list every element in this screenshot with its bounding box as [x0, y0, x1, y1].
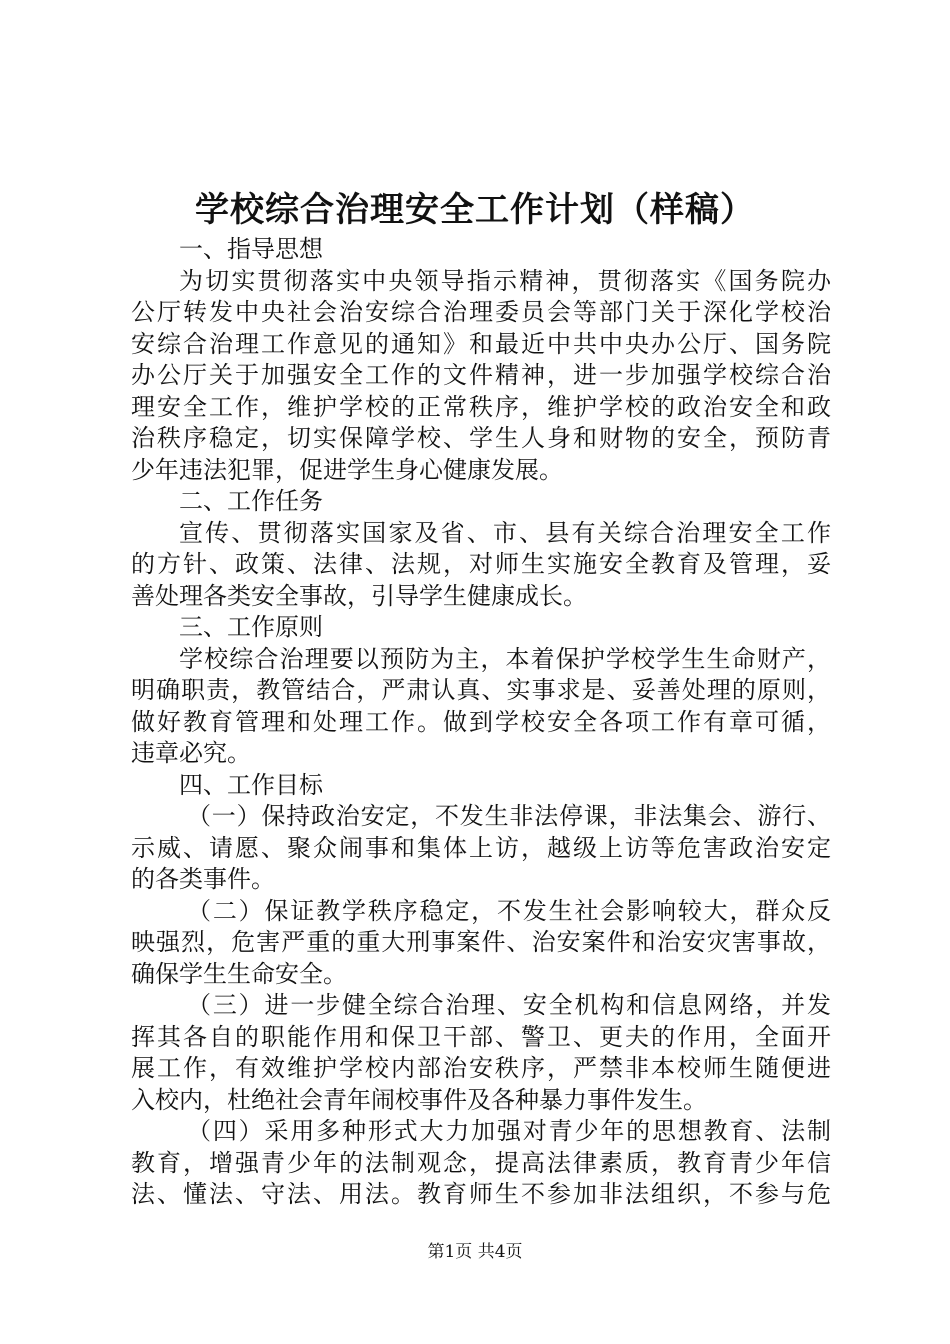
document-body: [131, 234, 831, 1211]
paragraph-last-line: 入校内，杜绝社会青年闹校事件及各种暴力事件发生。: [131, 1085, 707, 1114]
body-line: 展工作，有效维护学校内部治安秩序，严禁非本校师生随便进: [131, 1054, 831, 1082]
body-line: 挥其各自的职能作用和保卫干部、警卫、更夫的作用，全面开: [131, 1022, 831, 1051]
section-heading: 三、工作原则: [179, 613, 323, 641]
paragraph-last-line: 少年违法犯罪，促进学生身心健康发展。: [131, 455, 563, 484]
paragraph-last-line: 善处理各类安全事故，引导学生健康成长。: [131, 581, 587, 610]
body-line: 的方针、政策、法律、法规，对师生实施安全教育及管理，妥: [131, 550, 831, 578]
body-line: 治秩序稳定，切实保障学校、学生人身和财物的安全，预防青: [131, 424, 831, 452]
body-line: 公厅转发中央社会治安综合治理委员会等部门关于深化学校治: [131, 298, 831, 326]
paragraph-first-line: 为切实贯彻落实中央领导指示精神，贯彻落实《国务院办: [179, 266, 831, 295]
list-item-first-line: （四）采用多种形式大力加强对青少年的思想教育、法制: [187, 1117, 831, 1145]
body-line: 安综合治理工作意见的通知》和最近中共中央办公厅、国务院: [131, 329, 831, 358]
page-footer: 第1页 共4页: [427, 1242, 523, 1262]
section-heading: 一、指导思想: [179, 235, 323, 263]
body-line: 理安全工作，维护学校的正常秩序，维护学校的政治安全和政: [131, 392, 831, 421]
body-line: 示威、请愿、聚众闹事和集体上访，越级上访等危害政治安定: [131, 833, 831, 862]
body-line: 法、懂法、守法、用法。教育师生不参加非法组织，不参与危: [131, 1180, 831, 1208]
paragraph-last-line: 确保学生生命安全。: [131, 959, 347, 988]
paragraph-first-line: 学校综合治理要以预防为主，本着保护学校学生生命财产，: [179, 644, 831, 673]
document-title: 学校综合治理安全工作计划（样稿）: [195, 190, 755, 230]
body-line: 明确职责，教管结合，严肃认真、实事求是、妥善处理的原则，: [131, 676, 831, 704]
body-line: 映强烈，危害严重的重大刑事案件、治安案件和治安灾害事故，: [131, 928, 831, 956]
body-line: 教育，增强青少年的法制观念，提高法律素质，教育青少年信: [131, 1148, 831, 1177]
paragraph-last-line: 的各类事件。: [131, 865, 275, 893]
paragraph-first-line: 宣传、贯彻落实国家及省、市、县有关综合治理安全工作: [179, 518, 831, 547]
list-item-first-line: （二）保证教学秩序稳定，不发生社会影响较大，群众反: [187, 896, 831, 925]
body-line: 做好教育管理和处理工作。做到学校安全各项工作有章可循，: [131, 707, 831, 736]
list-item-first-line: （三）进一步健全综合治理、安全机构和信息网络，并发: [187, 991, 831, 1019]
section-heading: 二、工作任务: [179, 487, 323, 515]
body-line: 办公厅关于加强安全工作的文件精神，进一步加强学校综合治: [131, 361, 831, 389]
paragraph-last-line: 违章必究。: [131, 739, 251, 767]
list-item-first-line: （一）保持政治安定，不发生非法停课，非法集会、游行、: [187, 802, 831, 830]
section-heading: 四、工作目标: [179, 770, 323, 799]
